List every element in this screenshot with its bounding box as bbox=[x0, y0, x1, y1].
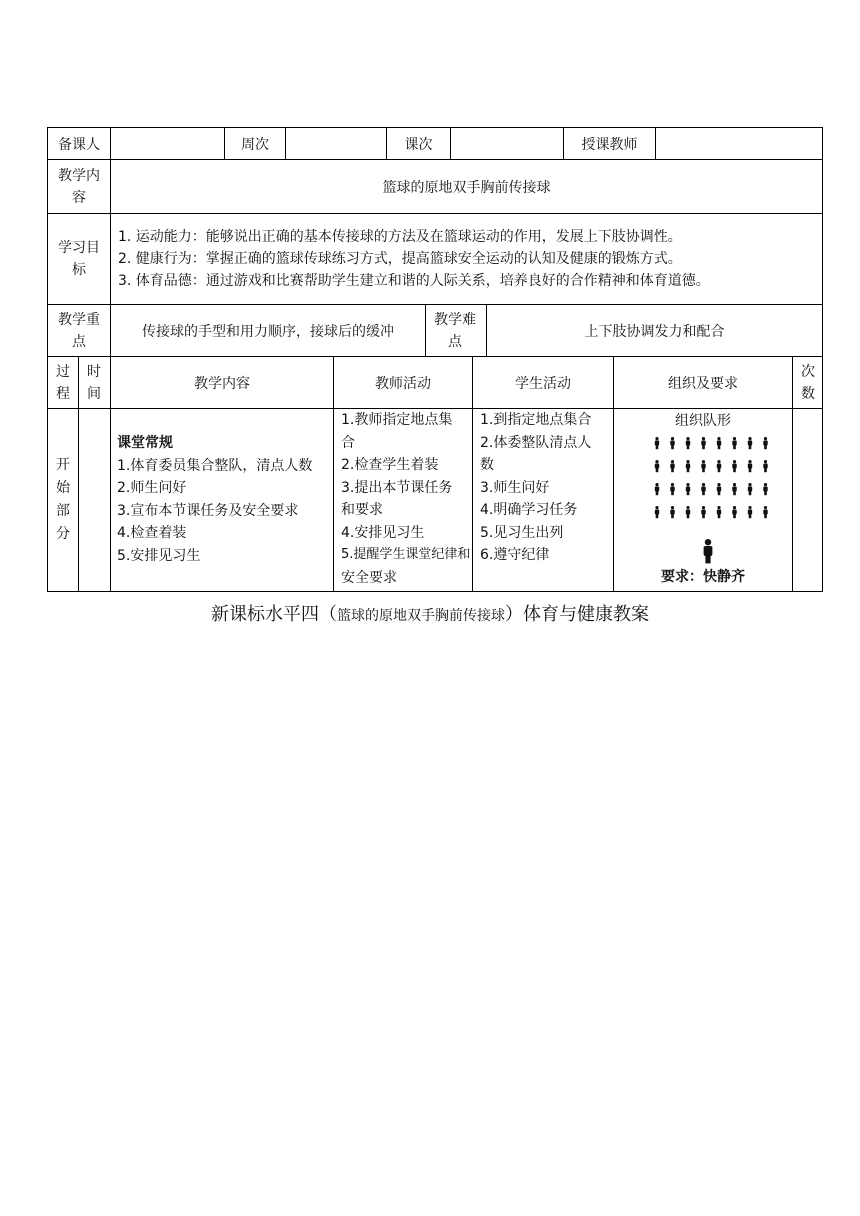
student-activities bbox=[480, 409, 612, 567]
organization-cell bbox=[614, 409, 792, 591]
teacher-activities bbox=[341, 409, 471, 589]
content-item: 5.安排见习生 bbox=[117, 547, 201, 564]
content-value: 篮球的原地双手胸前传接球 bbox=[382, 179, 551, 196]
student-figure bbox=[686, 506, 690, 518]
student-item: 6.遵守纪律 bbox=[480, 547, 550, 563]
student-figure bbox=[748, 437, 752, 449]
student-item: 5.见习生出列 bbox=[480, 524, 564, 541]
student-figure bbox=[763, 460, 767, 472]
content-item: 2.师生问好 bbox=[117, 480, 187, 496]
student-item: 4.明确学习任务 bbox=[480, 502, 578, 518]
table-border-left bbox=[47, 127, 48, 592]
preparer-value[interactable] bbox=[111, 128, 224, 159]
teacher-item: 4.安排见习生 bbox=[341, 524, 425, 541]
student-figure bbox=[748, 460, 752, 472]
key-points-value: 传接球的手型和用力顺序，接球后的缓冲 bbox=[142, 323, 394, 340]
student-figure bbox=[670, 506, 674, 518]
student-figure bbox=[701, 506, 705, 518]
week-label: 周次 bbox=[241, 136, 269, 153]
objective-item: 2. 健康行为：掌握正确的篮球传球练习方式，提高篮球安全运动的认知及健康的锻炼方式。 bbox=[118, 251, 682, 267]
student-item: 3.师生问好 bbox=[480, 479, 550, 496]
student-figure bbox=[763, 506, 767, 518]
col-divider bbox=[425, 304, 426, 356]
student-figure bbox=[686, 483, 690, 495]
week-value[interactable] bbox=[286, 128, 386, 159]
teacher-item: 合 bbox=[341, 434, 355, 451]
formation-diagram bbox=[614, 433, 792, 569]
document-title bbox=[0, 600, 860, 626]
student-figure bbox=[748, 506, 752, 518]
student-figure bbox=[717, 460, 721, 472]
student-figure bbox=[686, 437, 690, 449]
teacher-item: 5.提醒学生课堂纪律和 bbox=[341, 547, 471, 562]
student-figure bbox=[655, 460, 659, 472]
student-figure bbox=[763, 437, 767, 449]
student-figure bbox=[655, 506, 659, 518]
student-figure bbox=[748, 483, 752, 495]
student-figure bbox=[717, 437, 721, 449]
content-item: 4.检查着装 bbox=[117, 525, 187, 541]
objectives-list bbox=[118, 214, 818, 304]
organization-title: 组织队形 bbox=[675, 413, 731, 429]
teacher-value[interactable] bbox=[656, 128, 822, 159]
student-figure bbox=[655, 483, 659, 495]
student-figure bbox=[717, 506, 721, 518]
teacher-item: 3.提出本节课任务 bbox=[341, 479, 453, 496]
teacher-item: 和要求 bbox=[341, 502, 383, 518]
student-figure bbox=[732, 506, 736, 518]
col-header-content: 教学内容 bbox=[194, 375, 250, 392]
student-figure bbox=[717, 483, 721, 495]
process-start: 开始部分 bbox=[56, 457, 70, 542]
teacher-item: 安全要求 bbox=[341, 569, 397, 586]
student-figure bbox=[670, 460, 674, 472]
student-figure bbox=[732, 483, 736, 495]
table-border-right bbox=[822, 127, 823, 592]
col-divider bbox=[792, 356, 793, 591]
preparer-label: 备课人 bbox=[58, 136, 100, 153]
student-figure bbox=[701, 483, 705, 495]
teacher-label: 授课教师 bbox=[581, 136, 638, 153]
student-figure bbox=[686, 460, 690, 472]
content-title: 课堂常规 bbox=[117, 435, 173, 451]
content-item: 3.宣布本节课任务及安全要求 bbox=[117, 502, 299, 519]
start-content bbox=[117, 432, 331, 572]
col-header-process: 过程 bbox=[56, 363, 70, 402]
objectives-label: 学习目标 bbox=[58, 240, 100, 278]
teacher-figure bbox=[704, 539, 713, 563]
objective-item: 1. 运动能力：能够说出正确的基本传接球的方法及在篮球运动的作用，发展上下肢协调性。 bbox=[118, 229, 682, 245]
teacher-item: 2.检查学生着装 bbox=[341, 457, 439, 473]
objective-item: 3. 体育品德：通过游戏和比赛帮助学生建立和谐的人际关系，培养良好的合作精神和体育道德。 bbox=[118, 273, 710, 289]
student-item: 1.到指定地点集合 bbox=[480, 412, 592, 428]
student-figure bbox=[701, 437, 705, 449]
content-label: 教学内容 bbox=[58, 167, 100, 206]
lesson-no-label: 课次 bbox=[404, 136, 433, 153]
col-header-time: 时间 bbox=[87, 363, 101, 402]
teacher-item: 1.教师指定地点集 bbox=[341, 412, 453, 428]
title-topic: 篮球的原地双手胸前传接球 bbox=[337, 608, 505, 624]
student-figure bbox=[655, 437, 659, 449]
col-divider bbox=[78, 356, 79, 591]
key-points-label: 教学重点 bbox=[58, 311, 100, 350]
difficulty-value: 上下肢协调发力和配合 bbox=[584, 323, 725, 340]
col-header-teacher: 教师活动 bbox=[375, 375, 431, 392]
col-header-organization: 组织及要求 bbox=[668, 375, 738, 392]
col-header-student: 学生活动 bbox=[515, 375, 571, 392]
lesson-no-value[interactable] bbox=[451, 128, 563, 159]
student-figure bbox=[701, 460, 705, 472]
content-item: 1.体育委员集合整队，清点人数 bbox=[117, 457, 313, 474]
title-suffix: ）体育与健康教案 bbox=[505, 604, 649, 625]
col-header-times: 次数 bbox=[801, 363, 815, 402]
difficulty-label: 教学难点 bbox=[434, 311, 476, 350]
student-figure bbox=[732, 437, 736, 449]
table-border-bottom bbox=[47, 591, 823, 592]
title-prefix: 新课标水平四（ bbox=[211, 604, 337, 625]
student-item: 数 bbox=[480, 457, 494, 473]
requirement-text: 要求：快静齐 bbox=[661, 569, 745, 585]
student-figure bbox=[670, 437, 674, 449]
student-figure bbox=[732, 460, 736, 472]
student-figure bbox=[670, 483, 674, 495]
student-item: 2.体委整队清点人 bbox=[480, 434, 592, 451]
student-figure bbox=[763, 483, 767, 495]
